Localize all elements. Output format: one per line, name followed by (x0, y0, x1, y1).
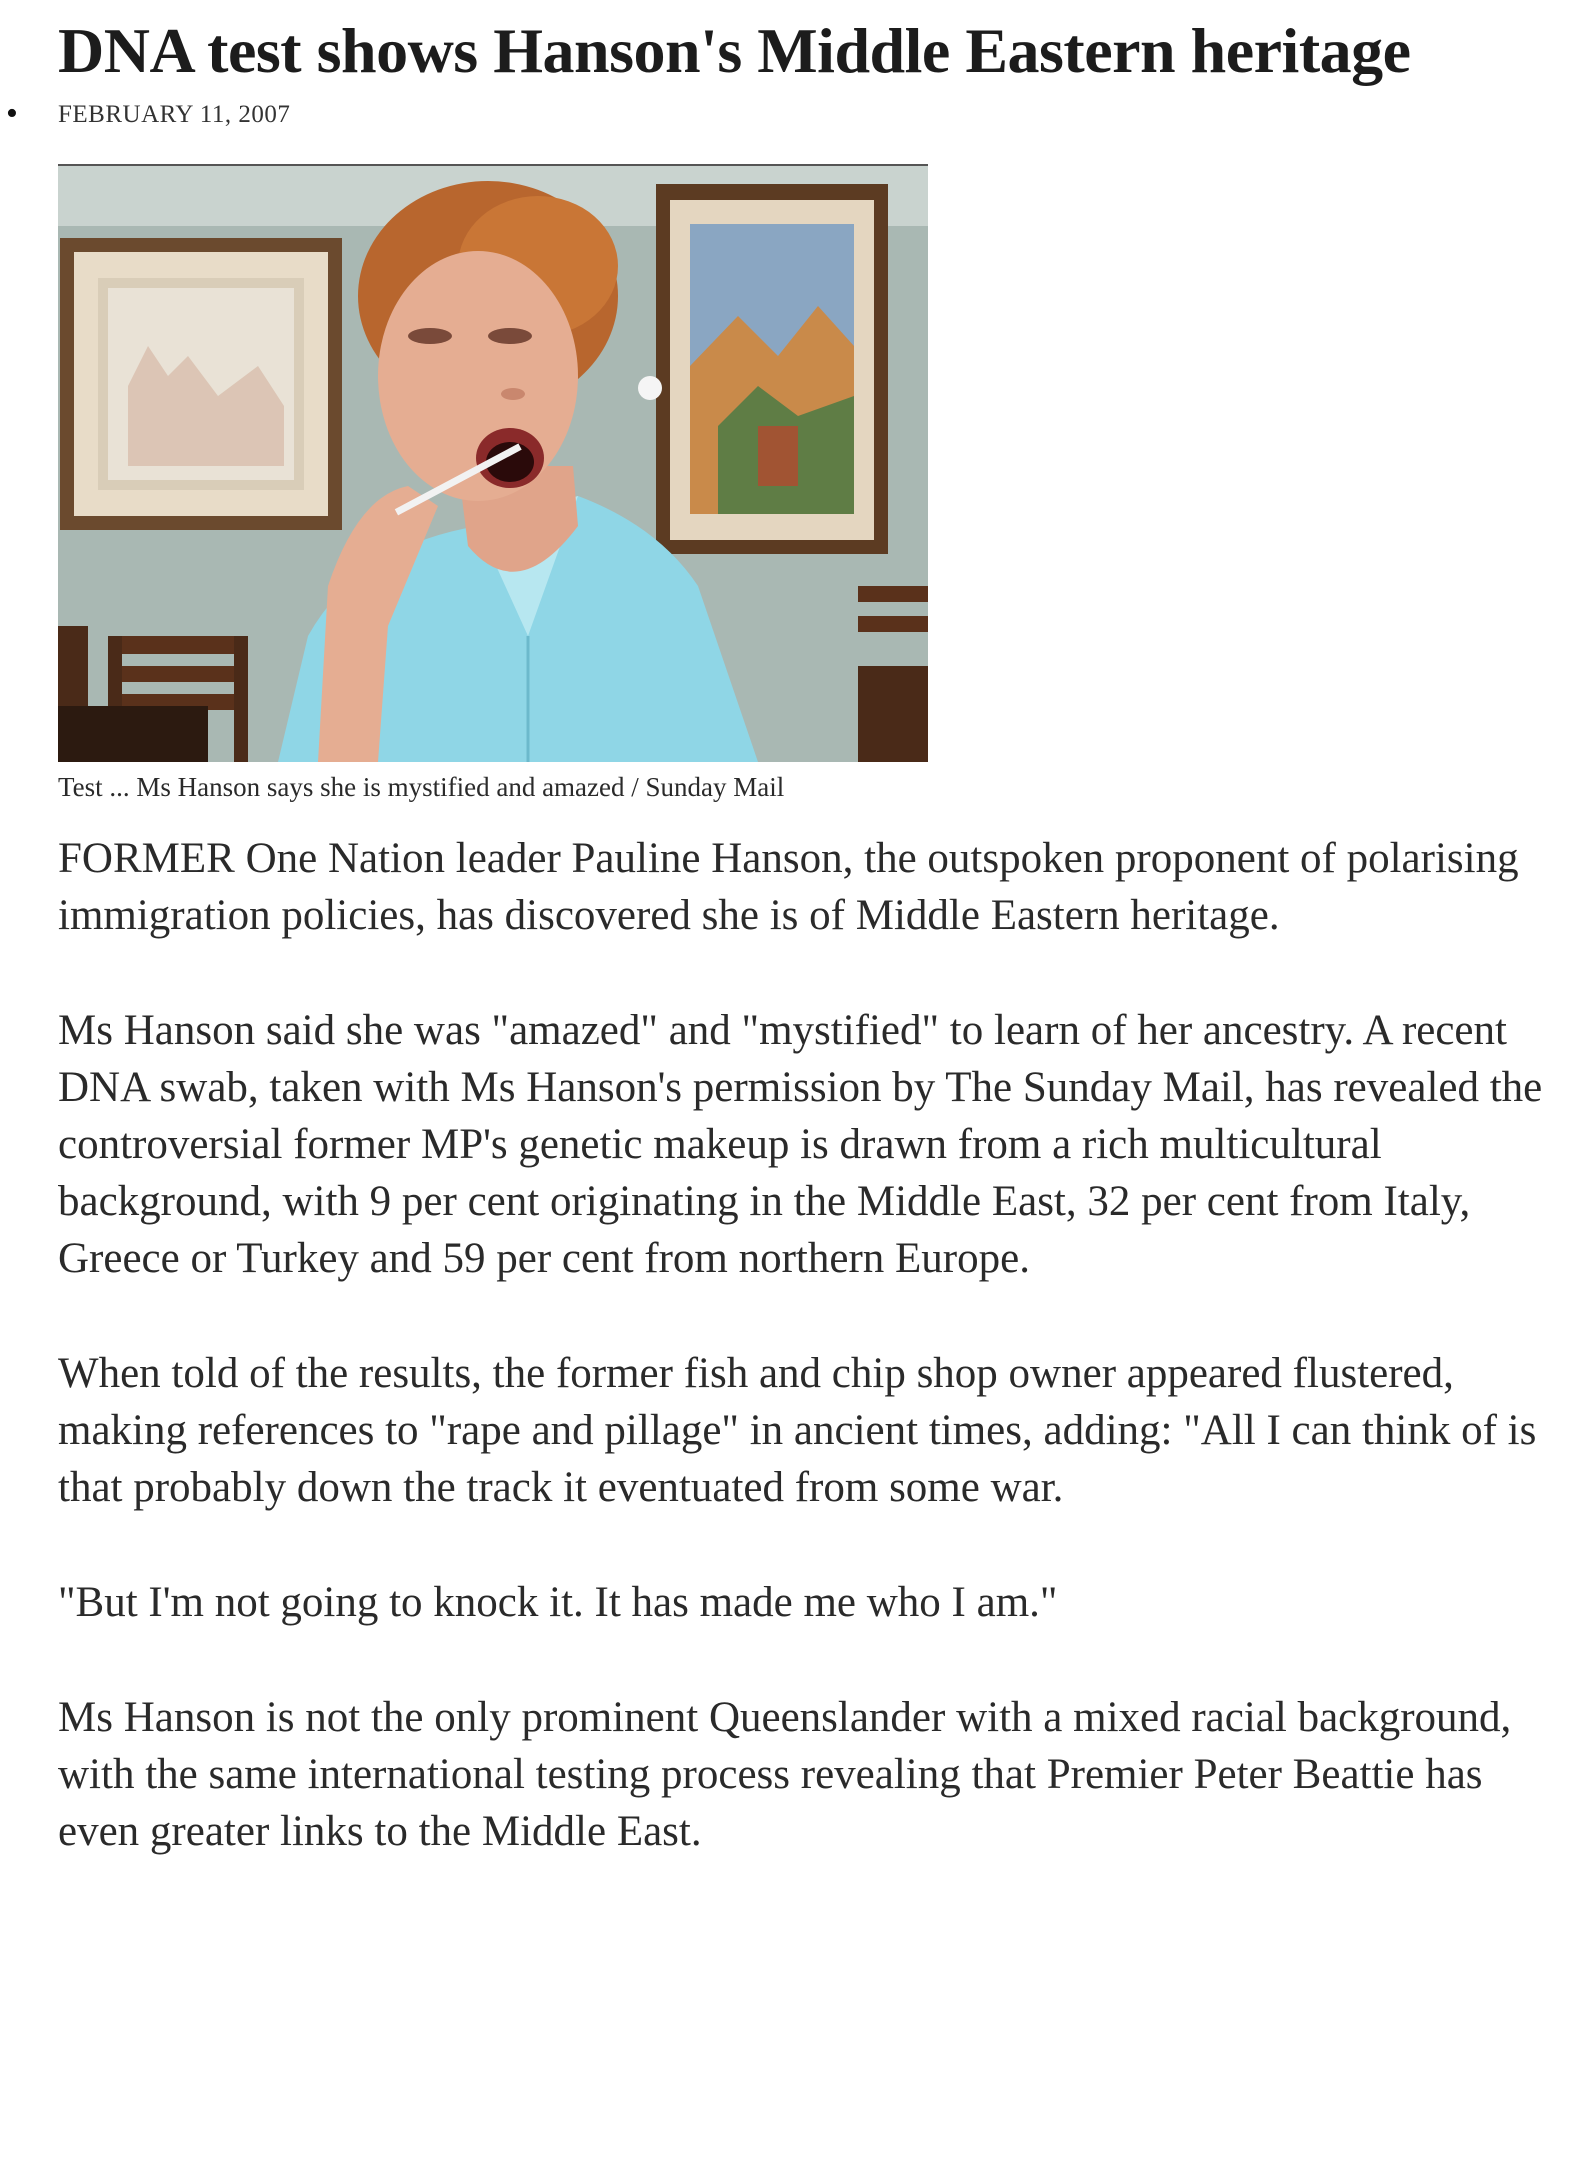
photo-illustration (58, 166, 928, 762)
paragraph: When told of the results, the former fish and chip shop owner appeared flustered, making references to "rape and pillage" in ancient times, adding: "All I can think of is that probably down the track it eventuated from some war. (58, 1350, 1537, 1511)
publish-date: FEBRUARY 11, 2007 (58, 101, 291, 128)
dateline (6, 95, 1558, 132)
paragraph: "But I'm not going to knock it. It has made me who I am." (58, 1579, 1058, 1626)
paragraph: FORMER One Nation leader Pauline Hanson, the outspoken proponent of polarising immigration policies, has discovered she is of Middle Eastern heritage. (58, 835, 1519, 939)
paragraph: Ms Hanson said she was "amazed" and "mystified" to learn of her ancestry. A recent DNA swab, taken with Ms Hanson's permission by The Sunday Mail, has revealed the controversial former MP's genetic makeup is drawn from a rich multicultural background, with 9 per cent originating in the Middle East, 32 per cent from Italy, Greece or Turkey and 59 per cent from northern Europe. (58, 1007, 1543, 1282)
chair (108, 636, 248, 654)
bullet-marker: • (6, 95, 19, 132)
paragraph: Ms Hanson is not the only prominent Queenslander with a mixed racial background, with the same international testing process revealing that Premier Peter Beattie has even greater links to the Middle East. (58, 1694, 1512, 1855)
headline: DNA test shows Hanson's Middle Eastern heritage (58, 15, 1411, 86)
article-body (58, 830, 1558, 1860)
article (6, 0, 1558, 1918)
article-photo (58, 164, 928, 762)
photo-caption: Test ... Ms Hanson says she is mystified and amazed / Sunday Mail (58, 772, 785, 802)
earring (638, 376, 662, 400)
